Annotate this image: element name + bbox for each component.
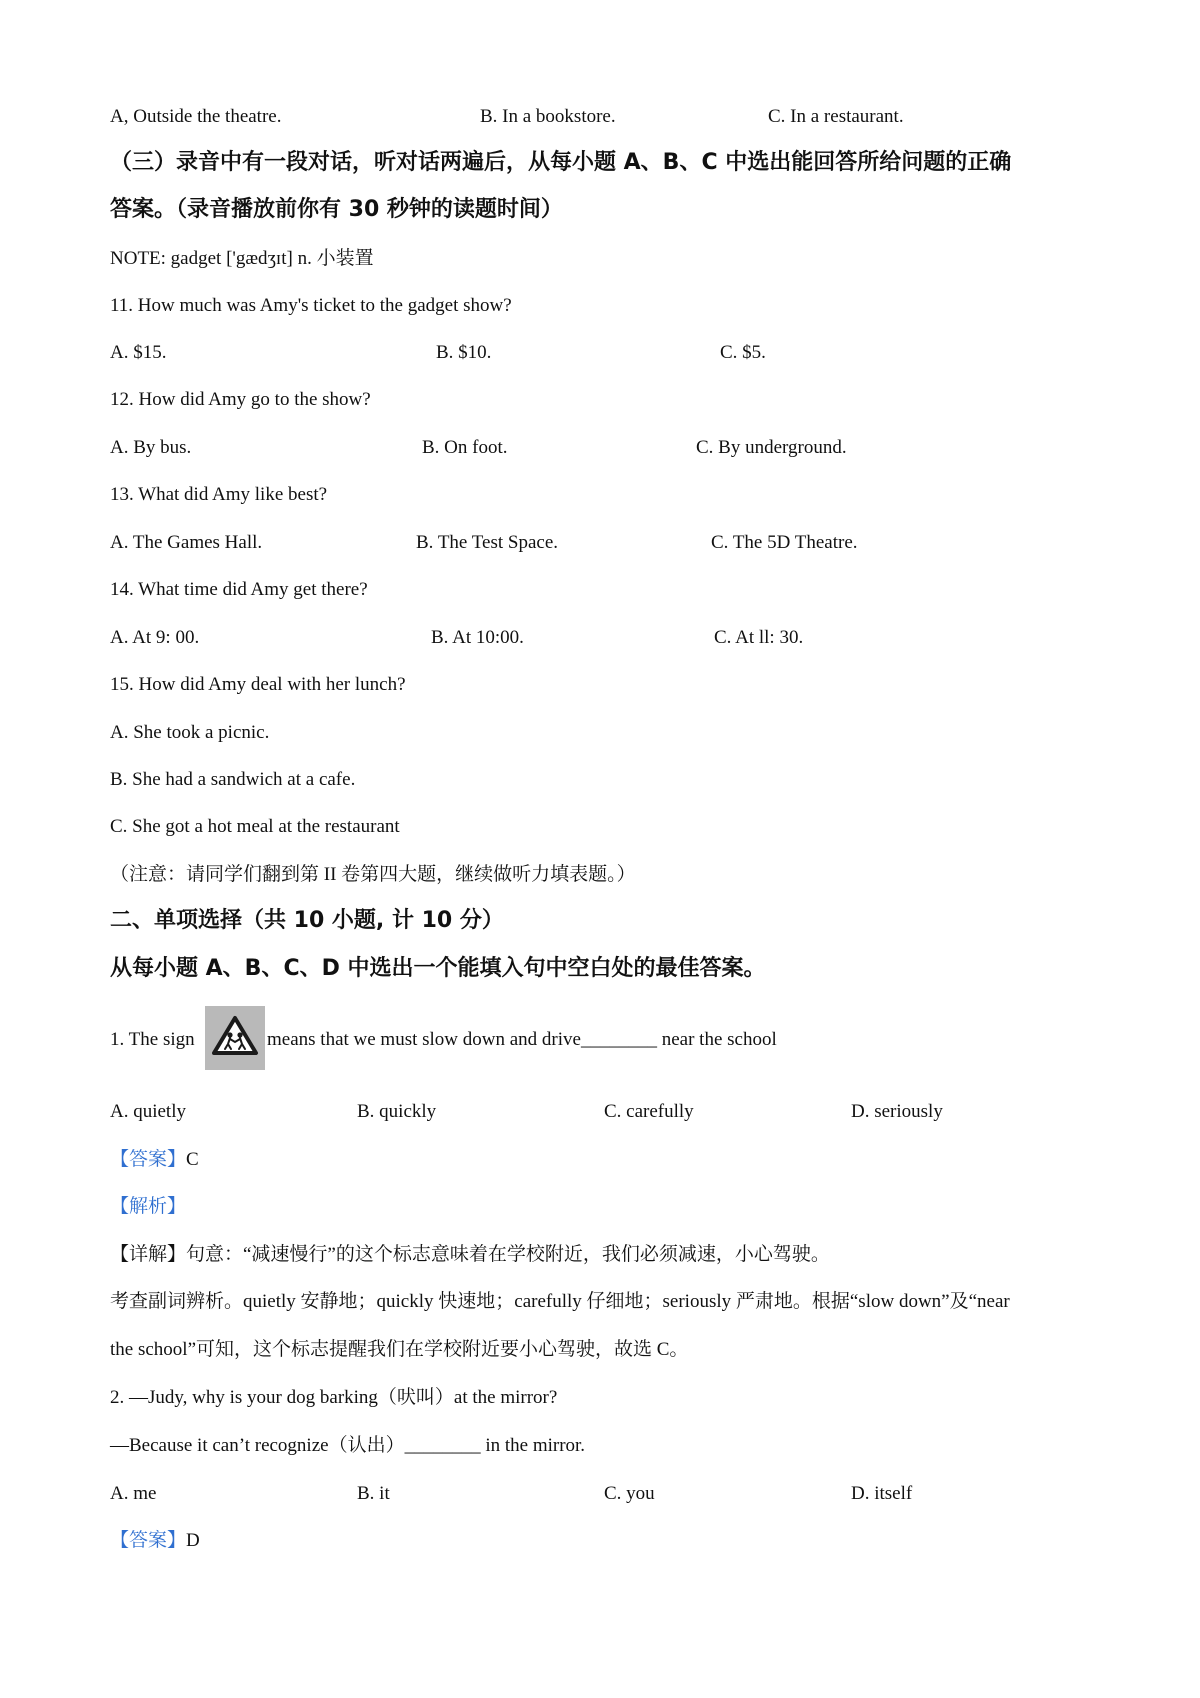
q2-line2: —Because it can’t recognize（认出）________ in the mirror. bbox=[110, 1435, 586, 1456]
q1-option-a: A. quietly bbox=[110, 1101, 186, 1122]
question-14: 14. What time did Amy get there? bbox=[110, 579, 368, 600]
q1-option-d: D. seriously bbox=[851, 1101, 943, 1122]
q1-answer: C bbox=[186, 1149, 199, 1170]
q1-analysis-tag: 【解析】 bbox=[110, 1196, 187, 1217]
question-11: 11. How much was Amy's ticket to the gadget show? bbox=[110, 295, 512, 316]
q2-line1: 2. —Judy, why is your dog barking（吠叫）at the mirror? bbox=[110, 1387, 558, 1408]
section-two-title: 二、单项选择（共 10 小题, 计 10 分） bbox=[110, 908, 504, 933]
slow-children-sign-icon bbox=[205, 1006, 265, 1070]
q14-option-b: B. At 10:00. bbox=[431, 627, 524, 648]
q2-answer-line bbox=[110, 1528, 200, 1554]
q2-answer: D bbox=[186, 1530, 200, 1551]
section-two-instruction: 从每小题 A、B、C、D 中选出一个能填入句中空白处的最佳答案。 bbox=[110, 956, 766, 981]
q13-option-a: A. The Games Hall. bbox=[110, 532, 263, 553]
q12-option-c: C. By underground. bbox=[696, 437, 847, 458]
q13-option-c: C. The 5D Theatre. bbox=[711, 532, 858, 553]
answer-tag: 【答案】 bbox=[110, 1149, 187, 1170]
question-15: 15. How did Amy deal with her lunch? bbox=[110, 674, 406, 695]
warning-triangle-icon bbox=[205, 1006, 265, 1070]
section3-instruction-line1: （三）录音中有一段对话，听对话两遍后，从每小题 A、B、C 中选出能回答所给问题的正确 bbox=[110, 150, 1012, 175]
q14-option-a: A. At 9: 00. bbox=[110, 627, 200, 648]
q1-stem-start: 1. The sign bbox=[110, 1029, 195, 1050]
q11-option-b: B. $10. bbox=[436, 342, 492, 363]
section3-note: NOTE: gadget ['gædʒɪt] n. 小装置 bbox=[110, 248, 374, 269]
prev-option-b: B. In a bookstore. bbox=[480, 106, 616, 127]
q1-explain-line1: 考查副词辨析。quietly 安静地；quickly 快速地；carefully 仔细地；seriously 严肃地。根据“slow down”及“near bbox=[110, 1291, 1010, 1312]
q11-option-a: A. $15. bbox=[110, 342, 167, 363]
q2-option-a: A. me bbox=[110, 1483, 157, 1504]
q1-explain-line2: the school”可知，这个标志提醒我们在学校附近要小心驾驶，故选 C。 bbox=[110, 1339, 689, 1360]
q1-option-c: C. carefully bbox=[604, 1101, 694, 1122]
answer-tag: 【答案】 bbox=[110, 1530, 187, 1551]
q12-option-a: A. By bus. bbox=[110, 437, 192, 458]
q15-option-a: A. She took a picnic. bbox=[110, 722, 270, 743]
prev-option-a: A, Outside the theatre. bbox=[110, 106, 282, 127]
q1-stem-end: means that we must slow down and drive________ near the school bbox=[267, 1029, 777, 1050]
q15-option-c: C. She got a hot meal at the restaurant bbox=[110, 816, 400, 837]
q15-option-b: B. She had a sandwich at a cafe. bbox=[110, 769, 356, 790]
question-12: 12. How did Amy go to the show? bbox=[110, 389, 371, 410]
q2-option-d: D. itself bbox=[851, 1483, 913, 1504]
question-13: 13. What did Amy like best? bbox=[110, 484, 328, 505]
listening-notice: （注意：请同学们翻到第 II 卷第四大题，继续做听力填表题。） bbox=[110, 864, 636, 885]
q2-option-b: B. it bbox=[357, 1483, 390, 1504]
q2-option-c: C. you bbox=[604, 1483, 655, 1504]
q11-option-c: C. $5. bbox=[720, 342, 766, 363]
q13-option-b: B. The Test Space. bbox=[416, 532, 559, 553]
prev-option-c: C. In a restaurant. bbox=[768, 106, 904, 127]
q1-option-b: B. quickly bbox=[357, 1101, 437, 1122]
section3-instruction-line2: 答案。（录音播放前你有 30 秒钟的读题时间） bbox=[110, 197, 563, 222]
q1-answer-line bbox=[110, 1147, 199, 1173]
q14-option-c: C. At ll: 30. bbox=[714, 627, 804, 648]
q1-detail: 【详解】句意：“减速慢行”的这个标志意味着在学校附近，我们必须减速，小心驾驶。 bbox=[110, 1244, 830, 1265]
q12-option-b: B. On foot. bbox=[422, 437, 508, 458]
